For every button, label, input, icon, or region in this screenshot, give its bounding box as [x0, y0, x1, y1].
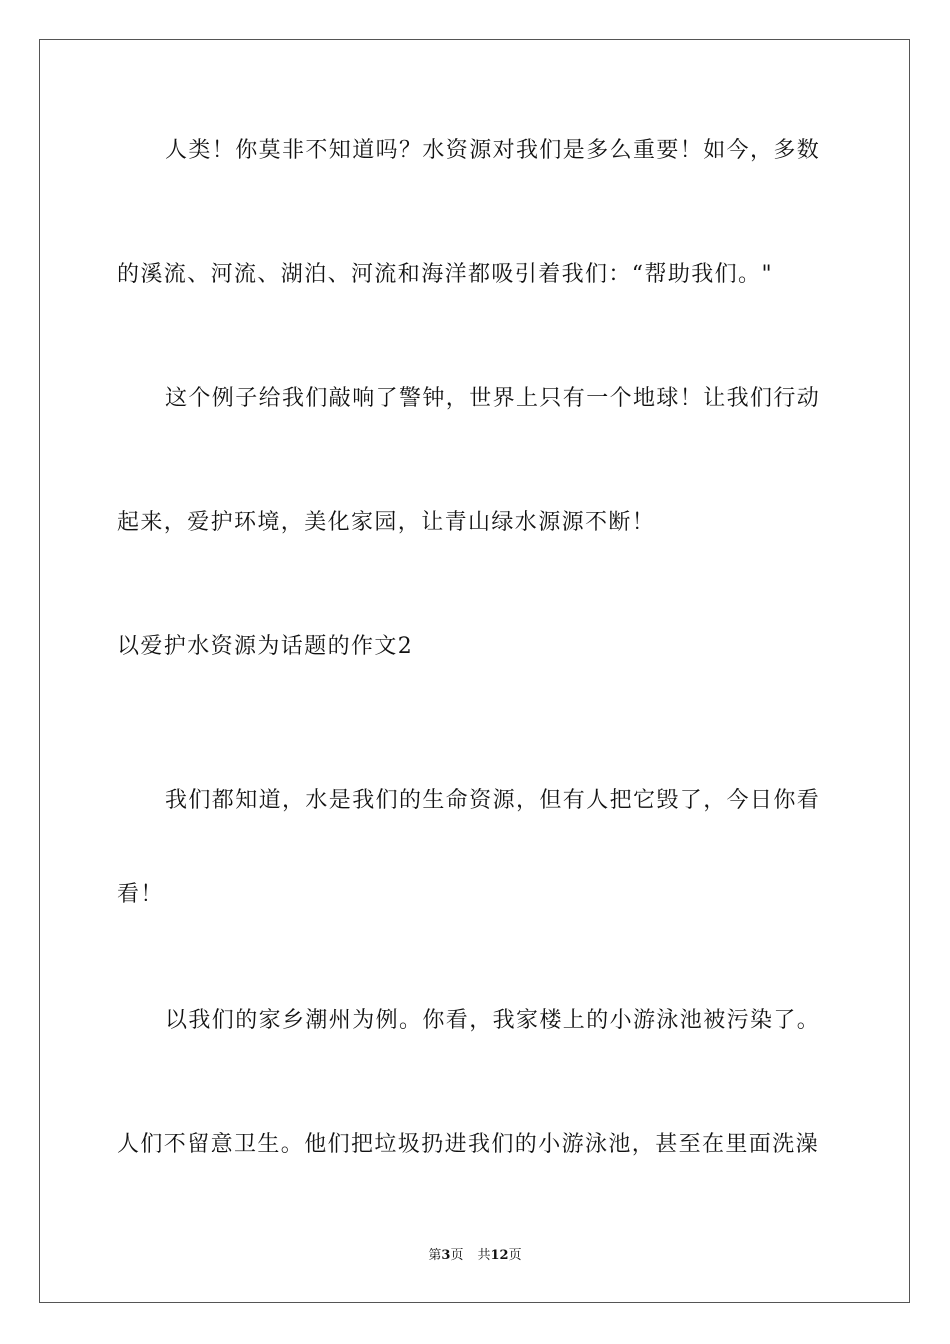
total-suffix: 页 [508, 1248, 522, 1263]
page-footer [0, 1247, 950, 1265]
section-heading: 以爱护水资源为话题的作文2 [117, 634, 414, 659]
paragraph-line: 人们不留意卫生。他们把垃圾扔进我们的小游泳池，甚至在里面洗澡 [117, 1132, 820, 1157]
page-number: 3 [441, 1248, 451, 1263]
paragraph-line: 看！ [117, 882, 164, 907]
total-pages: 12 [490, 1248, 509, 1263]
paragraph-line: 的溪流、河流、湖泊、河流和海洋都吸引着我们：“帮助我们。" [117, 262, 773, 287]
paragraph-line: 以我们的家乡潮州为例。你看，我家楼上的小游泳池被污染了。 [165, 1008, 821, 1033]
page-prefix: 第 [428, 1248, 442, 1263]
total-prefix: 共 [477, 1248, 491, 1263]
page-suffix: 页 [450, 1248, 464, 1263]
paragraph-line: 我们都知道，水是我们的生命资源，但有人把它毁了，今日你看 [165, 788, 821, 813]
page-border [39, 39, 910, 1303]
paragraph-line: 人类！你莫非不知道吗？水资源对我们是多么重要！如今，多数 [165, 138, 821, 163]
paragraph-line: 起来，爱护环境，美化家园，让青山绿水源源不断！ [117, 510, 656, 535]
paragraph-line: 这个例子给我们敲响了警钟，世界上只有一个地球！让我们行动 [165, 386, 821, 411]
